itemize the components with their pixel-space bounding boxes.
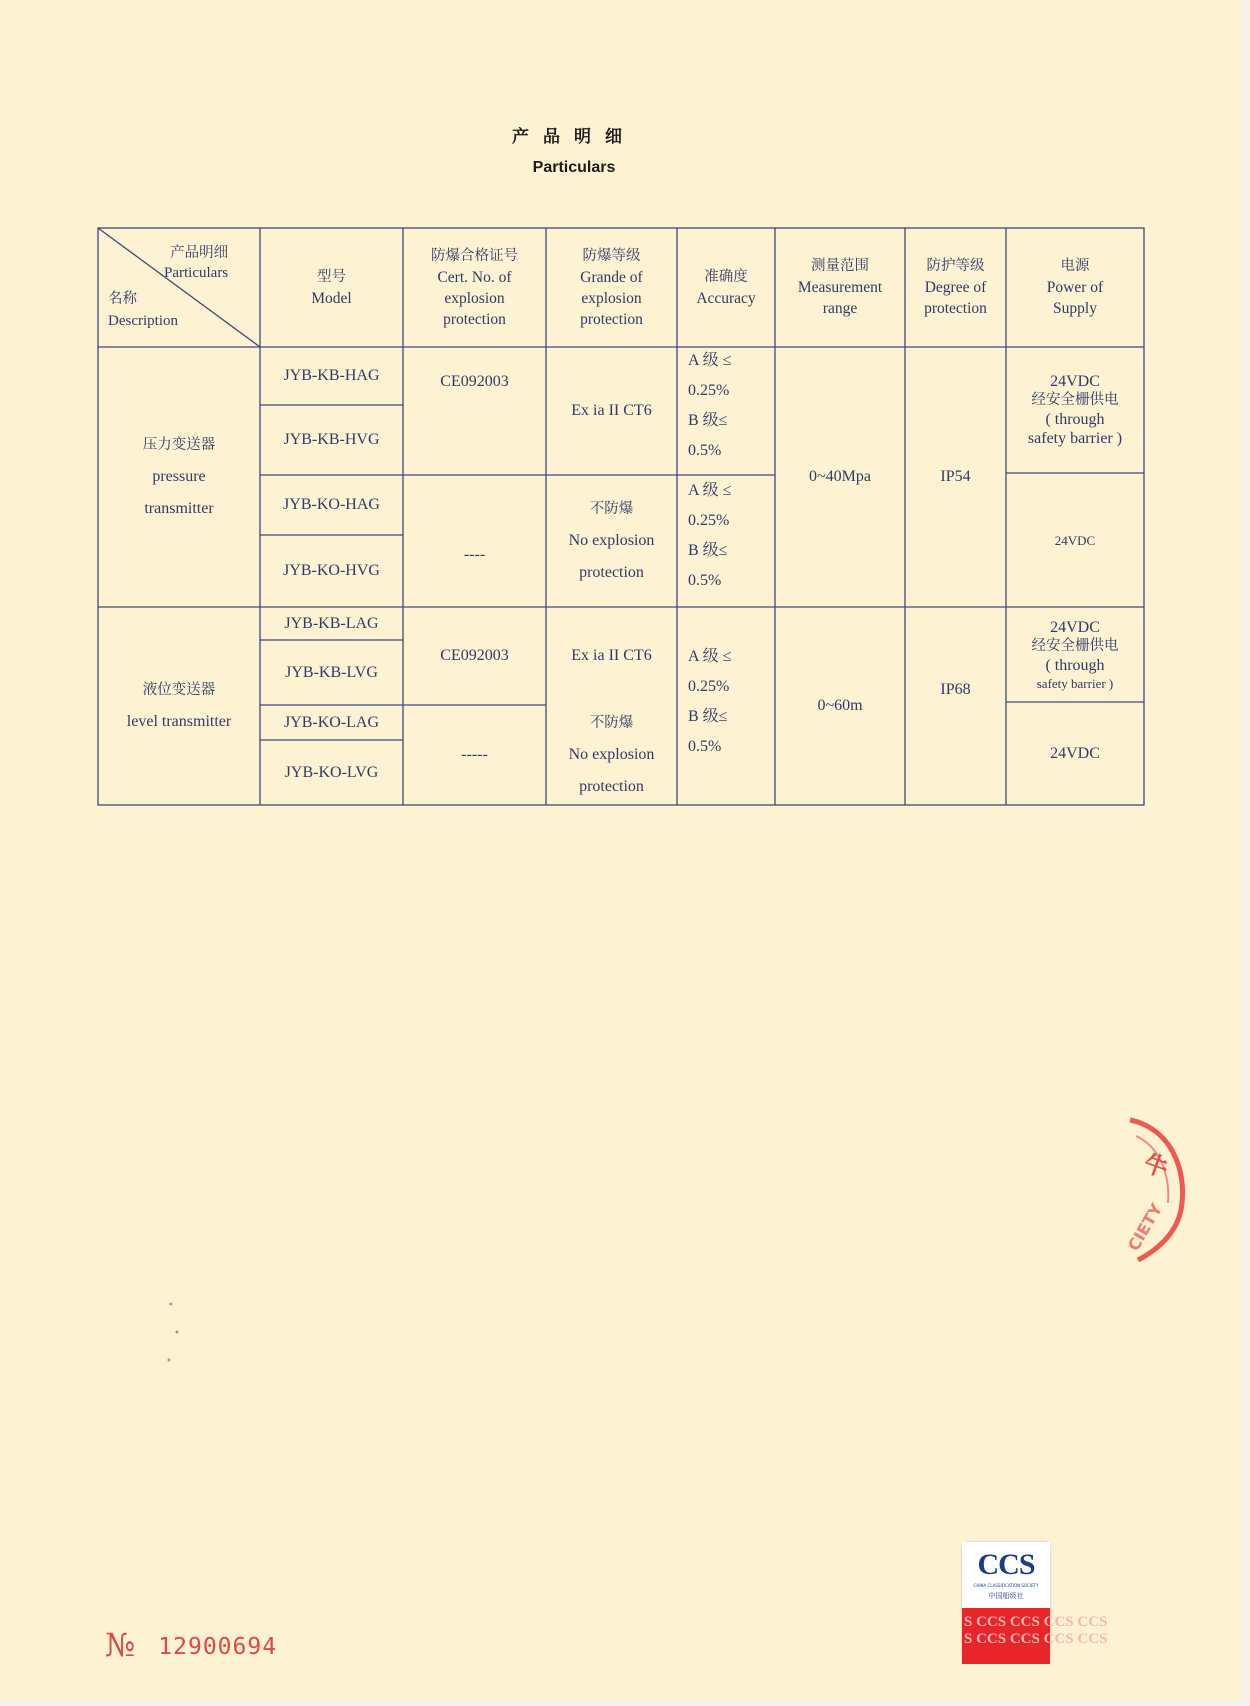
- model-cell: JYB-KO-LAG: [283, 713, 380, 731]
- paper-speck: •: [166, 1356, 172, 1367]
- model-cell: JYB-KB-HVG: [283, 431, 380, 448]
- ip-rating-cell: IP54: [940, 468, 971, 485]
- header-range-en-2: range: [822, 300, 858, 317]
- header-accuracy: [677, 228, 775, 347]
- model-cell: JYB-KO-HVG: [283, 562, 380, 579]
- cert-number-cell: -----: [461, 746, 488, 763]
- ccs-subtitle-cn: 中国船级社: [988, 1591, 1024, 1600]
- power-supply-cell: 24VDC: [1054, 532, 1096, 548]
- corner-particulars-en: Particulars: [164, 265, 229, 281]
- measurement-range-cell: 0~60m: [817, 697, 863, 714]
- accuracy-line: 0.5%: [688, 572, 722, 589]
- accuracy-line: B 级≤: [688, 412, 728, 429]
- header-range-en-1: Measurement: [797, 279, 883, 296]
- model-cell: JYB-KB-LAG: [284, 614, 379, 632]
- corner-description-en: Description: [108, 313, 178, 329]
- no-explosion-cn: 不防爆: [589, 501, 634, 517]
- accuracy-line: B 级≤: [688, 542, 728, 559]
- header-power-en-2: Supply: [1053, 300, 1097, 317]
- ccs-security-band: [962, 1608, 1108, 1664]
- power-barrier-en-1: ( through: [1045, 411, 1105, 428]
- accuracy-line: 0.5%: [688, 738, 722, 755]
- page-title-en: Particulars: [532, 159, 616, 176]
- level-transmitter-description: [98, 607, 260, 805]
- power-voltage: 24VDC: [1050, 618, 1100, 636]
- header-cert-en-3: protection: [443, 310, 506, 328]
- scan-edge-bottom: [0, 1700, 1248, 1706]
- model-cell: JYB-KB-LVG: [285, 663, 378, 681]
- header-model: [260, 228, 403, 347]
- accuracy-cell: [688, 476, 731, 596]
- accuracy-cell: [688, 346, 731, 466]
- power-barrier-en-2: safety barrier ): [1036, 675, 1114, 691]
- header-grade-en-2: explosion: [581, 289, 642, 307]
- no-explosion-cn: 不防爆: [589, 715, 634, 731]
- power-barrier-cn: 经安全栅供电: [1031, 392, 1119, 408]
- red-seal-stamp: [1110, 1108, 1250, 1268]
- cert-number-cell: CE092003: [440, 373, 509, 390]
- header-corner-description: [108, 288, 178, 332]
- ccs-band-line: S CCS CCS CCS CCS: [964, 1614, 1108, 1630]
- pressure-name-en-2: transmitter: [144, 500, 214, 517]
- stamp-text: CIETY: [1124, 1200, 1167, 1255]
- header-grade-en-1: Grande of: [580, 268, 643, 286]
- no-explosion-en-1: No explosion: [568, 532, 655, 549]
- accuracy-line: 0.25%: [688, 678, 730, 695]
- no-explosion-en-2: protection: [579, 564, 644, 581]
- pressure-name-cn: 压力变送器: [142, 437, 216, 453]
- serial-number: [105, 1626, 277, 1664]
- measurement-range-cell: 0~40Mpa: [809, 468, 871, 485]
- cert-number-cell: ----: [463, 546, 486, 563]
- explosion-grade-cell: Ex ia II CT6: [571, 647, 652, 664]
- no-explosion-en-2: protection: [579, 778, 644, 795]
- scan-edge-right: [1242, 0, 1248, 1706]
- ip-rating-cell: IP68: [940, 680, 971, 698]
- accuracy-line: B 级≤: [688, 708, 728, 725]
- cert-number-cell: CE092003: [440, 647, 509, 664]
- model-cell: JYB-KO-LVG: [284, 763, 379, 781]
- svg-text:牛: 牛: [1140, 1148, 1173, 1184]
- model-cell: JYB-KB-HAG: [283, 367, 380, 384]
- power-voltage: 24VDC: [1050, 373, 1100, 390]
- accuracy-line: 0.5%: [688, 442, 722, 459]
- header-power: [1006, 228, 1144, 347]
- power-supply-cell: [1006, 347, 1144, 473]
- power-barrier-cn: 经安全栅供电: [1031, 637, 1119, 654]
- no-explosion-en-1: No explosion: [568, 746, 655, 763]
- header-model-en: Model: [311, 289, 352, 307]
- ccs-letters: CCS: [977, 1547, 1035, 1581]
- header-cert: [403, 228, 546, 347]
- header-model-cn: 型号: [317, 268, 346, 285]
- explosion-grade-cell: [546, 705, 677, 805]
- header-accuracy-cn: 准确度: [704, 268, 748, 285]
- header-ip-en-2: protection: [924, 300, 987, 317]
- accuracy-line: 0.25%: [688, 382, 730, 399]
- accuracy-line: 0.25%: [688, 512, 730, 529]
- explosion-grade-cell: [546, 475, 677, 607]
- accuracy-line: A 级 ≤: [688, 352, 732, 369]
- power-supply-cell: 24VDC: [1050, 744, 1100, 762]
- level-name-cn: 液位变送器: [142, 682, 216, 698]
- header-range-cn: 测量范围: [811, 258, 869, 274]
- header-accuracy-en: Accuracy: [696, 289, 756, 307]
- header-ip: [905, 228, 1006, 347]
- power-supply-cell: [1006, 607, 1144, 702]
- ccs-logo: [962, 1542, 1108, 1658]
- header-ip-en-1: Degree of: [924, 279, 987, 296]
- accuracy-line: A 级 ≤: [688, 482, 732, 499]
- header-grade: [546, 228, 677, 347]
- accuracy-cell: [688, 642, 731, 762]
- ccs-subtitle-en: CHINA CLASSIFICATION SOCIETY: [973, 1582, 1039, 1588]
- paper-speck: •: [174, 1328, 180, 1339]
- pressure-name-en-1: pressure: [152, 468, 206, 485]
- header-grade-en-3: protection: [580, 310, 643, 328]
- power-barrier-en-1: ( through: [1045, 656, 1105, 674]
- level-name-en: level transmitter: [126, 713, 232, 730]
- serial-value: 12900694: [158, 1634, 278, 1660]
- model-cell: JYB-KO-HAG: [283, 496, 380, 513]
- corner-description-cn: 名称: [108, 291, 137, 307]
- header-power-en-1: Power of: [1046, 279, 1104, 296]
- header-power-cn: 电源: [1060, 258, 1090, 274]
- header-cert-cn: 防爆合格证号: [431, 247, 518, 264]
- paper-speck: •: [168, 1300, 174, 1311]
- header-corner-particulars: [164, 243, 228, 283]
- pressure-transmitter-description: [98, 347, 260, 607]
- header-ip-cn: 防护等级: [926, 258, 985, 274]
- header-range: [775, 228, 905, 347]
- page-title-cn: 产品明细: [512, 127, 636, 147]
- header-grade-cn: 防爆等级: [582, 247, 641, 264]
- ccs-band-line: S CCS CCS CCS CCS: [964, 1631, 1108, 1647]
- corner-particulars-cn: 产品明细: [170, 245, 229, 261]
- header-cert-en-1: Cert. No. of: [437, 268, 512, 286]
- serial-prefix: №: [105, 1626, 137, 1664]
- explosion-grade-cell: Ex ia II CT6: [571, 402, 652, 419]
- header-cert-en-2: explosion: [444, 289, 505, 307]
- power-barrier-en-2: safety barrier ): [1027, 430, 1123, 447]
- accuracy-line: A 级 ≤: [688, 648, 732, 665]
